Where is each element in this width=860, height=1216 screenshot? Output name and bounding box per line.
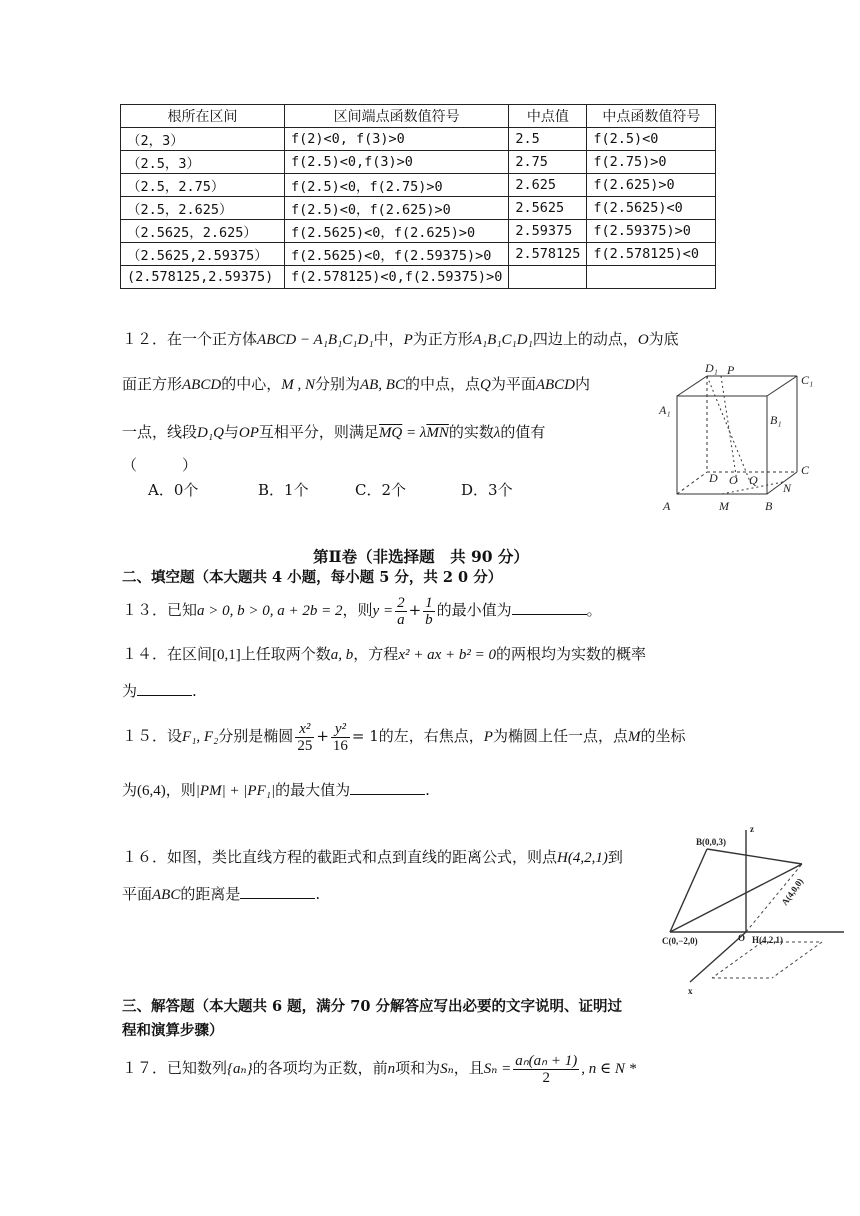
q15-text: 设 (167, 727, 183, 745)
q14-answer-blank[interactable] (137, 681, 192, 696)
label-h: H(4,2,1) (752, 935, 783, 945)
q12-option-c: C．2个 (355, 481, 407, 499)
edge-ba (707, 849, 802, 864)
table-cell: f(2.59375)>0 (587, 220, 716, 243)
q15-answer-blank[interactable] (350, 780, 425, 795)
section2-title: 第Ⅱ卷（非选择题 共 90 分） (313, 547, 529, 566)
label-a: A(4,0,0) (779, 876, 806, 908)
cube-edge (767, 472, 797, 494)
q12-math-lambda: λ (493, 425, 501, 441)
q12-text: 一点，线段 (122, 423, 198, 441)
q17-number: １７． (122, 1059, 168, 1077)
q15-fracy-num: y² (331, 721, 350, 738)
table-cell: 2.75 (509, 151, 587, 174)
q14-number: １４． (122, 645, 168, 663)
q12-math-p: P (403, 332, 413, 348)
q13-text: 已知 (167, 601, 198, 619)
q12-math-top-face: A₁B₁C₁D₁ (472, 332, 533, 348)
q16-line1 (122, 845, 623, 870)
label-d: D (709, 471, 718, 485)
coordinate-figure (662, 820, 850, 998)
table-row (121, 197, 716, 220)
q12-math-d1q: D₁Q (197, 425, 224, 441)
table-cell: f(2.5)<0，f(2.625)>0 (285, 197, 509, 220)
q12-math-base: ABCD (182, 377, 222, 393)
table-row (121, 243, 716, 266)
table-cell: f(2.5)<0 (587, 128, 716, 151)
table-row (121, 174, 716, 197)
q15-text: 的最大值为 (275, 781, 351, 799)
q14-math-interval: [0,1] (212, 647, 241, 663)
q12-text: 中， (373, 330, 404, 348)
q16-math-point-h: H(4,2,1) (557, 850, 608, 866)
table-row (121, 220, 716, 243)
q12-option-d: D．3个 (461, 481, 513, 499)
q13-text: ，则 (342, 601, 373, 619)
q13-plus: + (408, 601, 422, 619)
q12-text: 在一个正方体 (167, 330, 258, 348)
q14-line2 (122, 679, 197, 703)
q12-vector-mq: $\overline{MQ}$ (378, 425, 403, 441)
q14-end: . (192, 682, 197, 700)
q14-text: ，方程 (353, 645, 399, 663)
label-m: M (719, 499, 729, 513)
q13-frac2-num: 1 (425, 594, 433, 611)
q15-text: 的左，右焦点， (378, 727, 484, 745)
label-c: C(0,−2,0) (662, 936, 698, 946)
q12-line3 (122, 420, 545, 445)
q15-fraction-y (331, 721, 350, 754)
q15-text: 分别是椭圆 (218, 727, 294, 745)
table-cell: （2.5，3） (121, 151, 285, 174)
edge-bc (670, 849, 707, 932)
table-cell: f(2.5)<0,f(3)>0 (285, 151, 509, 174)
q15-math-foci: F₁, F₂ (182, 729, 219, 745)
label-x: x (688, 986, 693, 996)
label-z: z (750, 824, 754, 834)
q13-fraction-2 (423, 595, 435, 628)
q15-end: . (425, 781, 430, 799)
q14-text: 的两根均为实数的概率 (496, 645, 647, 663)
q12-text: 为正方形 (412, 330, 473, 348)
table-cell: 2.5625 (509, 197, 587, 220)
table-cell: （2.5，2.75） (121, 174, 285, 197)
label-b1: B₁ (770, 413, 782, 427)
section3-line2: 程和演算步骤） (122, 1022, 224, 1039)
q12-text: 四边上的动点， (532, 330, 638, 348)
q15-text: 的坐标 (640, 727, 686, 745)
q17-text: 项和为 (395, 1059, 441, 1077)
q12-line2 (122, 372, 590, 397)
q12-text: 的实数 (448, 423, 494, 441)
q12-text: 与 (223, 423, 239, 441)
q12-text: 面正方形 (122, 375, 183, 393)
q13-end: 。 (586, 601, 602, 619)
q15-line2 (122, 778, 430, 803)
q14-math-ab: a, b (330, 647, 354, 663)
q15-line1 (122, 716, 686, 757)
label-d1: D₁ (705, 362, 718, 375)
table-cell: f(2.5625)<0 (587, 197, 716, 220)
table-cell: 2.5 (509, 128, 587, 151)
q15-math-coord: (6,4) (137, 783, 166, 799)
table-cell: （2.5625，2.625） (121, 220, 285, 243)
label-b: B (765, 499, 773, 513)
table-cell: 2.59375 (509, 220, 587, 243)
q14-text: 上任取两个数 (240, 645, 331, 663)
q12-text: 为底 (648, 330, 679, 348)
q14-text: 在区间 (167, 645, 213, 663)
q12-math-q: Q (479, 377, 491, 393)
q12-math-ab-bc: AB, BC (359, 377, 405, 393)
q12-math-o: O (637, 332, 649, 348)
cube-hidden-edge (677, 472, 707, 494)
q16-end: . (315, 885, 321, 903)
q13-frac1-den: a (397, 611, 405, 628)
segment-op (721, 376, 737, 482)
section3-line1: 三、解答题（本大题共 6 题，满分 70 分解答应写出必要的文字说明、证明过 (122, 998, 622, 1015)
q12-text: 的中点，点 (404, 375, 480, 393)
q12-option-b: B．1个 (258, 481, 309, 499)
table-row (121, 151, 716, 174)
q15-fracx-den: 25 (297, 737, 313, 754)
label-c: C (801, 463, 810, 477)
q12-line1 (122, 327, 679, 352)
q13-answer-blank[interactable] (512, 600, 587, 615)
q12-math-mn: M , N (281, 377, 315, 393)
q17-fraction (513, 1053, 579, 1086)
q15-plus: + (316, 727, 329, 745)
q13-fraction-1 (395, 595, 407, 628)
header-midpoint-sign: 中点函数值符号 (587, 105, 716, 128)
q15-text: 为 (122, 781, 138, 799)
q14-text: 为 (122, 682, 138, 700)
table-cell: f(2.578125)<0 (587, 243, 716, 266)
q16-answer-blank[interactable] (240, 884, 315, 899)
q17-line (122, 1046, 636, 1091)
label-a: A (663, 499, 671, 513)
header-endpoint-signs: 区间端点函数值符号 (285, 105, 509, 128)
q14-math-equation: x² + ax + b² = 0 (398, 647, 496, 663)
table-header-row (121, 105, 716, 128)
q13-math-y: y = (372, 603, 394, 619)
label-a1: A₁ (659, 403, 671, 417)
q12-text: 内 (575, 375, 591, 393)
table-cell: f(2)<0, f(3)>0 (285, 128, 509, 151)
label-c1: C₁ (801, 373, 814, 387)
table-cell: 2.625 (509, 174, 587, 197)
q17-text: 的各项均为正数，前 (252, 1059, 388, 1077)
q12-text: 的值有 (500, 423, 546, 441)
q15-fracx-num: x² (295, 721, 314, 738)
q16-text: 的距离是 (180, 885, 241, 903)
q16-number: １６． (122, 848, 168, 866)
q12-math-eq: = λ (402, 425, 427, 441)
guide-line (772, 942, 822, 978)
q15-text: ，则 (165, 781, 196, 799)
table-cell: （2，3） (121, 128, 285, 151)
guide-line (712, 942, 762, 978)
q13-line (122, 592, 602, 629)
q17-math-sn-eq: Sₙ = (483, 1061, 512, 1077)
header-midpoint: 中点值 (509, 105, 587, 128)
table-cell: （2.5625,2.59375） (121, 243, 285, 266)
q16-text: 平面 (122, 885, 153, 903)
q12-math-plane: ABCD (535, 377, 576, 393)
q13-math-condition: a > 0, b > 0, a + 2b = 2 (197, 603, 343, 619)
q12-text: 为平面 (490, 375, 536, 393)
q12-option-a: A．0个 (148, 481, 199, 499)
table-row (121, 266, 716, 289)
section2-subtitle: 二、填空题（本大题共 4 小题，每小题 5 分，共 2 0 分） (122, 569, 503, 586)
cube-edge (677, 376, 707, 396)
label-o: O (738, 933, 746, 943)
q15-fraction-x (295, 721, 314, 754)
label-p: P (727, 363, 735, 377)
label-n: N (783, 481, 792, 495)
q17-frac-num: aₙ(aₙ + 1) (515, 1052, 578, 1069)
table-cell: （2.5，2.625） (121, 197, 285, 220)
table-cell: f(2.578125)<0,f(2.59375)>0 (285, 266, 509, 289)
q12-text: 互相平分，则满足 (258, 423, 379, 441)
table-cell: f(2.625)>0 (587, 174, 716, 197)
q12-math-cube: ABCD − A₁B₁C₁D₁ (257, 332, 374, 348)
table-cell: f(2.5625)<0，f(2.625)>0 (285, 220, 509, 243)
q17-frac-den: 2 (542, 1069, 550, 1086)
table-cell: f(2.75)>0 (587, 151, 716, 174)
segment-d1q (707, 376, 751, 484)
q12-paren: （ ） (122, 456, 198, 474)
q15-math-m: M (627, 729, 641, 745)
q12-options (148, 478, 513, 502)
q13-text: 的最小值为 (436, 601, 512, 619)
q13-frac2-den: b (425, 611, 433, 628)
q15-math-p: P (483, 729, 493, 745)
q17-math-tail: , n ∈ N * (581, 1061, 637, 1077)
q16-math-plane-abc: ABC (152, 887, 181, 903)
q14-line1 (122, 642, 646, 667)
q16-line2 (122, 882, 320, 907)
cube-figure (655, 362, 820, 514)
q15-fracy-den: 16 (332, 737, 348, 754)
table-cell: f(2.5625)<0，f(2.59375)>0 (285, 243, 509, 266)
q12-math-op: OP (238, 425, 259, 441)
q16-text: 如图，类比直线方程的截距式和点到直线的距离公式，则点 (167, 848, 558, 866)
table-cell (509, 266, 587, 289)
q17-math-n: n (387, 1061, 396, 1077)
table-cell (587, 266, 716, 289)
q12-vector-mn: $\overline{MN}$ (426, 425, 449, 441)
q13-frac1-num: 2 (397, 594, 405, 611)
q17-text: 已知数列 (167, 1059, 228, 1077)
q17-math-sequence: {aₙ} (227, 1061, 253, 1077)
q15-equals: = 1 (351, 727, 379, 745)
label-b: B(0,0,3) (696, 837, 726, 847)
q17-math-sn: Sₙ (440, 1061, 454, 1077)
q12-text: 分别为 (314, 375, 360, 393)
table-cell: 2.578125 (509, 243, 587, 266)
q12-text: 的中心， (221, 375, 282, 393)
table-cell: (2.578125,2.59375) (121, 266, 285, 289)
q15-text: 为椭圆上任一点，点 (492, 727, 628, 745)
q12-number: １２． (122, 330, 168, 348)
q17-text: ，且 (453, 1059, 484, 1077)
bisection-table (120, 104, 716, 289)
label-o: O (729, 473, 738, 487)
q16-text: 到 (607, 848, 623, 866)
header-interval: 根所在区间 (121, 105, 285, 128)
q15-math-expression: |PM| + |PF₁| (195, 783, 276, 799)
table-cell: f(2.5)<0，f(2.75)>0 (285, 174, 509, 197)
table-row (121, 128, 716, 151)
q13-number: １３． (122, 601, 168, 619)
cube-edge (767, 376, 797, 396)
q15-number: １５． (122, 727, 168, 745)
label-q: Q (749, 473, 758, 487)
